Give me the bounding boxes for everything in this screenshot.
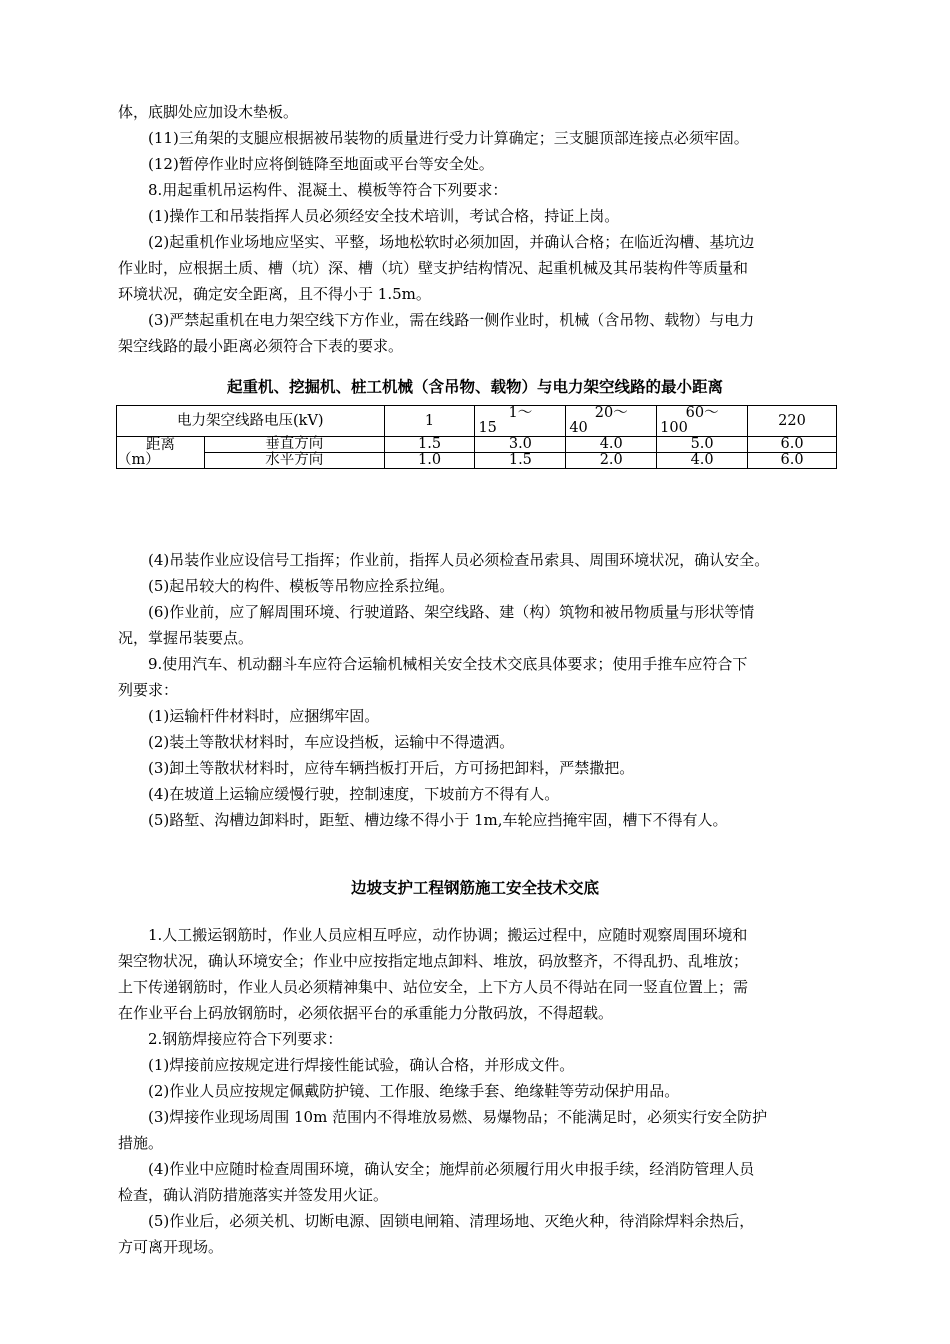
voltage-range-end: 15	[478, 420, 497, 436]
voltage-range-start: 1～	[508, 405, 533, 421]
paragraph-line: 措施。	[118, 1134, 164, 1152]
distance-value: 3.0	[475, 437, 566, 453]
paragraph-line: 检查，确认消防措施落实并签发用火证。	[118, 1186, 389, 1204]
paragraph-line: 8.用起重机吊运构件、混凝土、模板等符合下列要求：	[148, 181, 508, 199]
distance-value: 5.0	[657, 437, 748, 453]
paragraph-line: 上下传递钢筋时，作业人员必须精神集中、站位安全，上下方人员不得站在同一竖直位置上；需	[118, 978, 749, 996]
voltage-range-end: 40	[569, 420, 588, 436]
voltage-range-start: 60～	[685, 405, 719, 421]
table-row	[117, 437, 837, 453]
paragraph-line: 环境状况，确定安全距离，且不得小于 1.5m。	[118, 285, 431, 303]
paragraph-line: (12)暂停作业时应将倒链降至地面或平台等安全处。	[148, 155, 494, 173]
paragraph-line: (4)作业中应随时检查周围环境，确认安全；施焊前必须履行用火申报手续，经消防管理人员	[148, 1160, 755, 1178]
direction-label: 垂直方向	[204, 437, 384, 453]
table-row	[117, 453, 837, 469]
paragraph-line: (2)装土等散状材料时，车应设挡板，运输中不得遗洒。	[148, 733, 515, 751]
paragraph-line: 况，掌握吊装要点。	[118, 629, 254, 647]
distance-unit: （m）	[117, 451, 160, 468]
distance-label: 距离	[145, 436, 175, 453]
min-distance-table	[116, 405, 837, 469]
distance-value: 6.0	[748, 453, 837, 469]
paragraph-line: 2.钢筋焊接应符合下列要求：	[148, 1030, 343, 1048]
paragraph-line: 1.人工搬运钢筋时，作业人员应相互呼应，动作协调；搬运过程中，应随时观察周围环境和	[148, 926, 748, 944]
paragraph-line: 架空线路的最小距离必须符合下表的要求。	[118, 337, 404, 355]
paragraph-line: (1)运输杆件材料时，应捆绑牢固。	[148, 707, 380, 725]
voltage-range-start: 220	[778, 412, 806, 429]
paragraph-line: 9.使用汽车、机动翻斗车应符合运输机械相关安全技术交底具体要求；使用手推车应符合下	[148, 655, 748, 673]
paragraph-line: (1)操作工和吊装指挥人员必须经安全技术培训，考试合格，持证上岗。	[148, 207, 620, 225]
distance-value: 1.5	[384, 437, 475, 453]
distance-value: 2.0	[566, 453, 657, 469]
paragraph-line: (3)卸土等散状材料时，应待车辆挡板打开后，方可扬把卸料，严禁撒把。	[148, 759, 635, 777]
paragraph-line: 列要求：	[118, 681, 179, 699]
paragraph-line: (6)作业前，应了解周围环境、行驶道路、架空线路、建（构）筑物和被吊物质量与形状等情	[148, 603, 755, 621]
paragraph-line: 体，底脚处应加设木垫板。	[118, 103, 299, 121]
voltage-header-cell: 电力架空线路电压(kV)	[117, 406, 385, 437]
distance-value: 4.0	[657, 453, 748, 469]
paragraph-line: (1)焊接前应按规定进行焊接性能试验，确认合格，并形成文件。	[148, 1056, 575, 1074]
table-title: 起重机、挖掘机、桩工机械（含吊物、载物）与电力架空线路的最小距离	[226, 378, 723, 396]
paragraph-line: 架空物状况，确认环境安全；作业中应按指定地点卸料、堆放，码放整齐，不得乱扔、乱堆放；	[118, 952, 749, 970]
paragraph-line: 方可离开现场。	[118, 1238, 224, 1256]
voltage-cell	[657, 406, 748, 437]
voltage-range-end: 100	[660, 420, 688, 436]
paragraph-line: (5)路堑、沟槽边卸料时，距堑、槽边缘不得小于 1m,车轮应挡掩牢固，槽下不得有人。	[148, 811, 728, 829]
paragraph-line: (3)严禁起重机在电力架空线下方作业，需在线路一侧作业时，机械（含吊物、载物）与电力	[148, 311, 755, 329]
paragraph-line: (2)起重机作业场地应坚实、平整，场地松软时必须加固，并确认合格；在临近沟槽、基坑边	[148, 233, 755, 251]
paragraph-line: (5)起吊较大的构件、模板等吊物应拴系拉绳。	[148, 577, 455, 595]
paragraph-line: 作业时，应根据土质、槽（坑）深、槽（坑）壁支护结构情况、起重机械及其吊装构件等质量和	[118, 259, 749, 277]
voltage-cell	[475, 406, 566, 437]
distance-value: 4.0	[566, 437, 657, 453]
voltage-cell	[748, 406, 837, 437]
distance-value: 1.5	[475, 453, 566, 469]
distance-value: 6.0	[748, 437, 837, 453]
paragraph-line: (3)焊接作业现场周围 10m 范围内不得堆放易燃、易爆物品；不能满足时，必须实行安全防护	[148, 1108, 768, 1126]
distance-group-cell	[117, 437, 205, 469]
paragraph-line: (5)作业后，必须关机、切断电源、固锁电闸箱、清理场地、灭绝火种，待消除焊料余热后，	[148, 1212, 755, 1230]
section-title: 边坡支护工程钢筋施工安全技术交底	[350, 879, 599, 897]
direction-label: 水平方向	[204, 453, 384, 469]
voltage-cell	[566, 406, 657, 437]
voltage-range-start: 1	[424, 412, 435, 429]
voltage-range-start: 20～	[594, 405, 628, 421]
voltage-cell	[384, 406, 475, 437]
paragraph-line: 在作业平台上码放钢筋时，必须依据平台的承重能力分散码放，不得超载。	[118, 1004, 614, 1022]
distance-value: 1.0	[384, 453, 475, 469]
table-header-row	[117, 406, 837, 437]
paragraph-line: (4)在坡道上运输应缓慢行驶，控制速度，下坡前方不得有人。	[148, 785, 560, 803]
paragraph-line: (11)三角架的支腿应根据被吊装物的质量进行受力计算确定；三支腿顶部连接点必须牢固。	[148, 129, 749, 147]
paragraph-line: (2)作业人员应按规定佩戴防护镜、工作服、绝缘手套、绝缘鞋等劳动保护用品。	[148, 1082, 680, 1100]
paragraph-line: (4)吊装作业应设信号工指挥；作业前，指挥人员必须检查吊索具、周围环境状况，确认安全。	[148, 551, 770, 569]
